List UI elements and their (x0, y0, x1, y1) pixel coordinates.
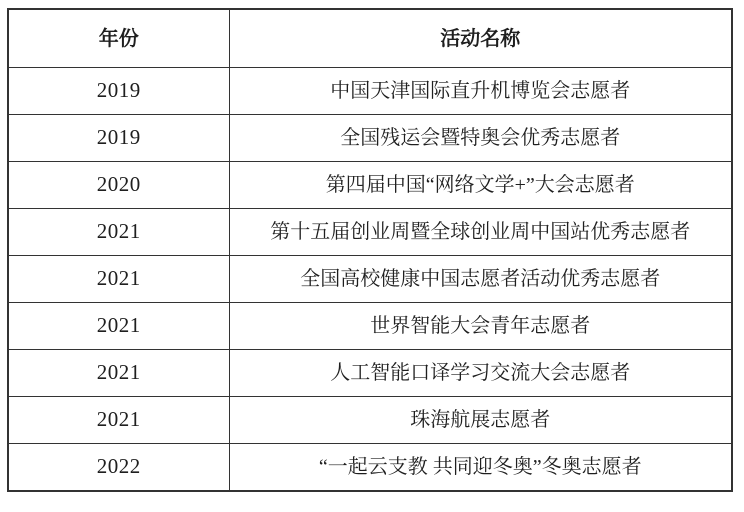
activity-cell: 中国天津国际直升机博览会志愿者 (229, 68, 732, 115)
activity-cell: 第十五届创业周暨全球创业周中国站优秀志愿者 (229, 209, 732, 256)
year-cell: 2020 (8, 162, 229, 209)
table-row (8, 209, 732, 256)
table-row (8, 444, 732, 492)
year-cell: 2021 (8, 256, 229, 303)
volunteer-awards-table (7, 8, 733, 492)
year-cell: 2022 (8, 444, 229, 492)
year-cell: 2019 (8, 115, 229, 162)
year-cell: 2019 (8, 68, 229, 115)
year-cell: 2021 (8, 209, 229, 256)
activity-cell: 第四届中国“网络文学+”大会志愿者 (229, 162, 732, 209)
activity-cell: 珠海航展志愿者 (229, 397, 732, 444)
table-row (8, 68, 732, 115)
activity-column-header: 活动名称 (229, 9, 732, 68)
year-column-header: 年份 (8, 9, 229, 68)
table-row (8, 397, 732, 444)
activity-cell: 全国残运会暨特奥会优秀志愿者 (229, 115, 732, 162)
year-cell: 2021 (8, 350, 229, 397)
table-row (8, 350, 732, 397)
year-cell: 2021 (8, 397, 229, 444)
year-cell: 2021 (8, 303, 229, 350)
activity-cell: 全国高校健康中国志愿者活动优秀志愿者 (229, 256, 732, 303)
table-row (8, 162, 732, 209)
activity-cell: 人工智能口译学习交流大会志愿者 (229, 350, 732, 397)
table-row (8, 303, 732, 350)
table-row (8, 115, 732, 162)
activity-cell: “一起云支教 共同迎冬奥”冬奥志愿者 (229, 444, 732, 492)
table-row (8, 256, 732, 303)
activity-cell: 世界智能大会青年志愿者 (229, 303, 732, 350)
table-header-row (8, 9, 732, 68)
